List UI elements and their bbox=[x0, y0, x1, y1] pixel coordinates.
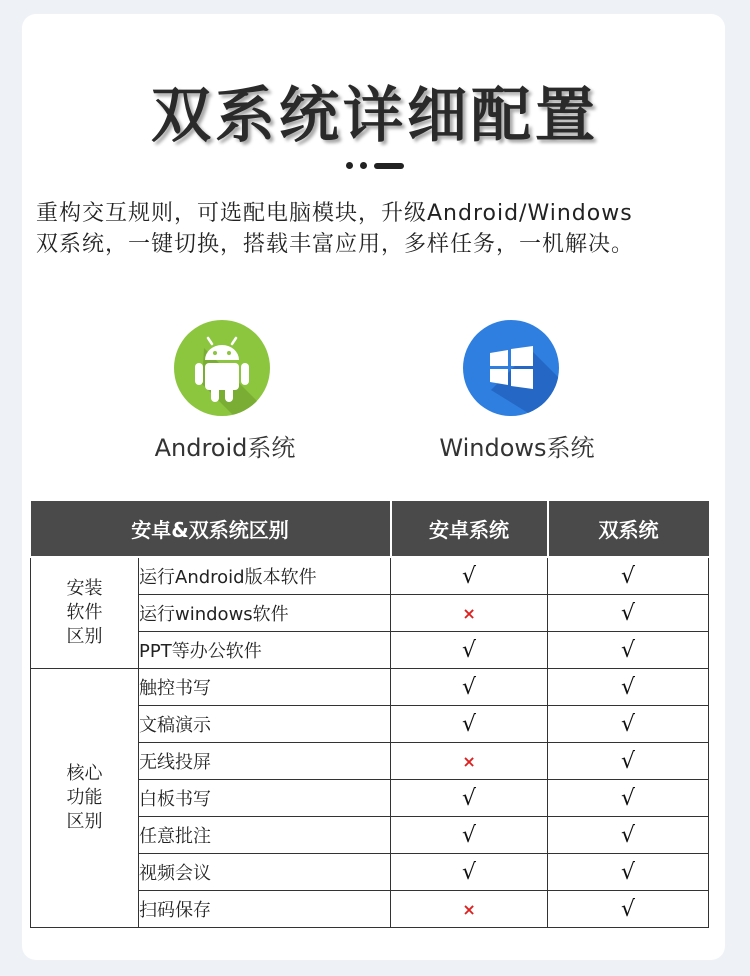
feature-name: 无线投屏 bbox=[139, 743, 391, 780]
cross-icon: × bbox=[462, 899, 476, 919]
feature-name: 运行Android版本软件 bbox=[139, 557, 391, 595]
dual-support bbox=[548, 669, 709, 706]
check-icon: √ bbox=[462, 674, 477, 700]
comparison-table bbox=[30, 501, 709, 928]
android-support bbox=[391, 706, 548, 743]
check-icon: √ bbox=[462, 637, 477, 663]
android-support bbox=[391, 891, 548, 928]
feature-name: 扫码保存 bbox=[139, 891, 391, 928]
check-icon: √ bbox=[621, 859, 636, 885]
android-support bbox=[391, 632, 548, 669]
group-label bbox=[31, 669, 139, 928]
group-label bbox=[31, 557, 139, 669]
table-row bbox=[31, 669, 709, 706]
dual-support bbox=[548, 780, 709, 817]
page-title: 双系统详细配置 bbox=[151, 81, 599, 151]
android-support bbox=[391, 557, 548, 595]
check-icon: √ bbox=[621, 600, 636, 626]
intro-line: 重构交互规则，可选配电脑模块，升级Android/Windows bbox=[36, 201, 633, 226]
feature-name: 任意批注 bbox=[139, 817, 391, 854]
check-icon: √ bbox=[621, 785, 636, 811]
group-label-line: 软件 bbox=[66, 602, 103, 623]
windows-label: Windows系统 bbox=[439, 434, 595, 462]
check-icon: √ bbox=[621, 637, 636, 663]
dual-support bbox=[548, 557, 709, 595]
table-header-row bbox=[31, 501, 709, 557]
check-icon: √ bbox=[462, 822, 477, 848]
divider-dot bbox=[360, 162, 367, 169]
group-label-line: 核心 bbox=[66, 763, 103, 784]
android-support bbox=[391, 817, 548, 854]
group-label-line: 功能 bbox=[66, 787, 103, 808]
cross-icon: × bbox=[462, 603, 476, 623]
dual-support bbox=[548, 706, 709, 743]
dual-support bbox=[548, 632, 709, 669]
check-icon: √ bbox=[621, 822, 636, 848]
android-support bbox=[391, 595, 548, 632]
android-robot-icon bbox=[174, 320, 270, 416]
dual-support bbox=[548, 743, 709, 780]
feature-name: 白板书写 bbox=[139, 780, 391, 817]
dual-support bbox=[548, 891, 709, 928]
feature-name: PPT等办公软件 bbox=[139, 632, 391, 669]
group-label-line: 安装 bbox=[66, 578, 103, 599]
header-android: 安卓系统 bbox=[391, 501, 548, 557]
android-support bbox=[391, 743, 548, 780]
check-icon: √ bbox=[621, 711, 636, 737]
group-label-line: 区别 bbox=[66, 811, 103, 832]
check-icon: √ bbox=[462, 711, 477, 737]
feature-name: 文稿演示 bbox=[139, 706, 391, 743]
divider-bar bbox=[374, 163, 404, 169]
android-support bbox=[391, 854, 548, 891]
dual-support bbox=[548, 595, 709, 632]
cross-icon: × bbox=[462, 751, 476, 771]
check-icon: √ bbox=[621, 896, 636, 922]
check-icon: √ bbox=[462, 785, 477, 811]
dual-support bbox=[548, 817, 709, 854]
intro-text bbox=[36, 198, 726, 260]
check-icon: √ bbox=[621, 674, 636, 700]
divider-dot bbox=[346, 162, 353, 169]
header-difference: 安卓&双系统区别 bbox=[31, 501, 391, 557]
feature-name: 视频会议 bbox=[139, 854, 391, 891]
feature-name: 运行windows软件 bbox=[139, 595, 391, 632]
header-dual: 双系统 bbox=[548, 501, 709, 557]
feature-name: 触控书写 bbox=[139, 669, 391, 706]
check-icon: √ bbox=[621, 748, 636, 774]
table-row bbox=[31, 557, 709, 595]
android-support bbox=[391, 669, 548, 706]
check-icon: √ bbox=[621, 563, 636, 589]
intro-line: 双系统，一键切换，搭载丰富应用，多样任务，一机解决。 bbox=[36, 232, 635, 257]
group-label-line: 区别 bbox=[66, 626, 103, 647]
check-icon: √ bbox=[462, 859, 477, 885]
check-icon: √ bbox=[462, 563, 477, 589]
android-label: Android系统 bbox=[154, 434, 296, 462]
dual-support bbox=[548, 854, 709, 891]
android-support bbox=[391, 780, 548, 817]
windows-logo-icon bbox=[463, 320, 559, 416]
